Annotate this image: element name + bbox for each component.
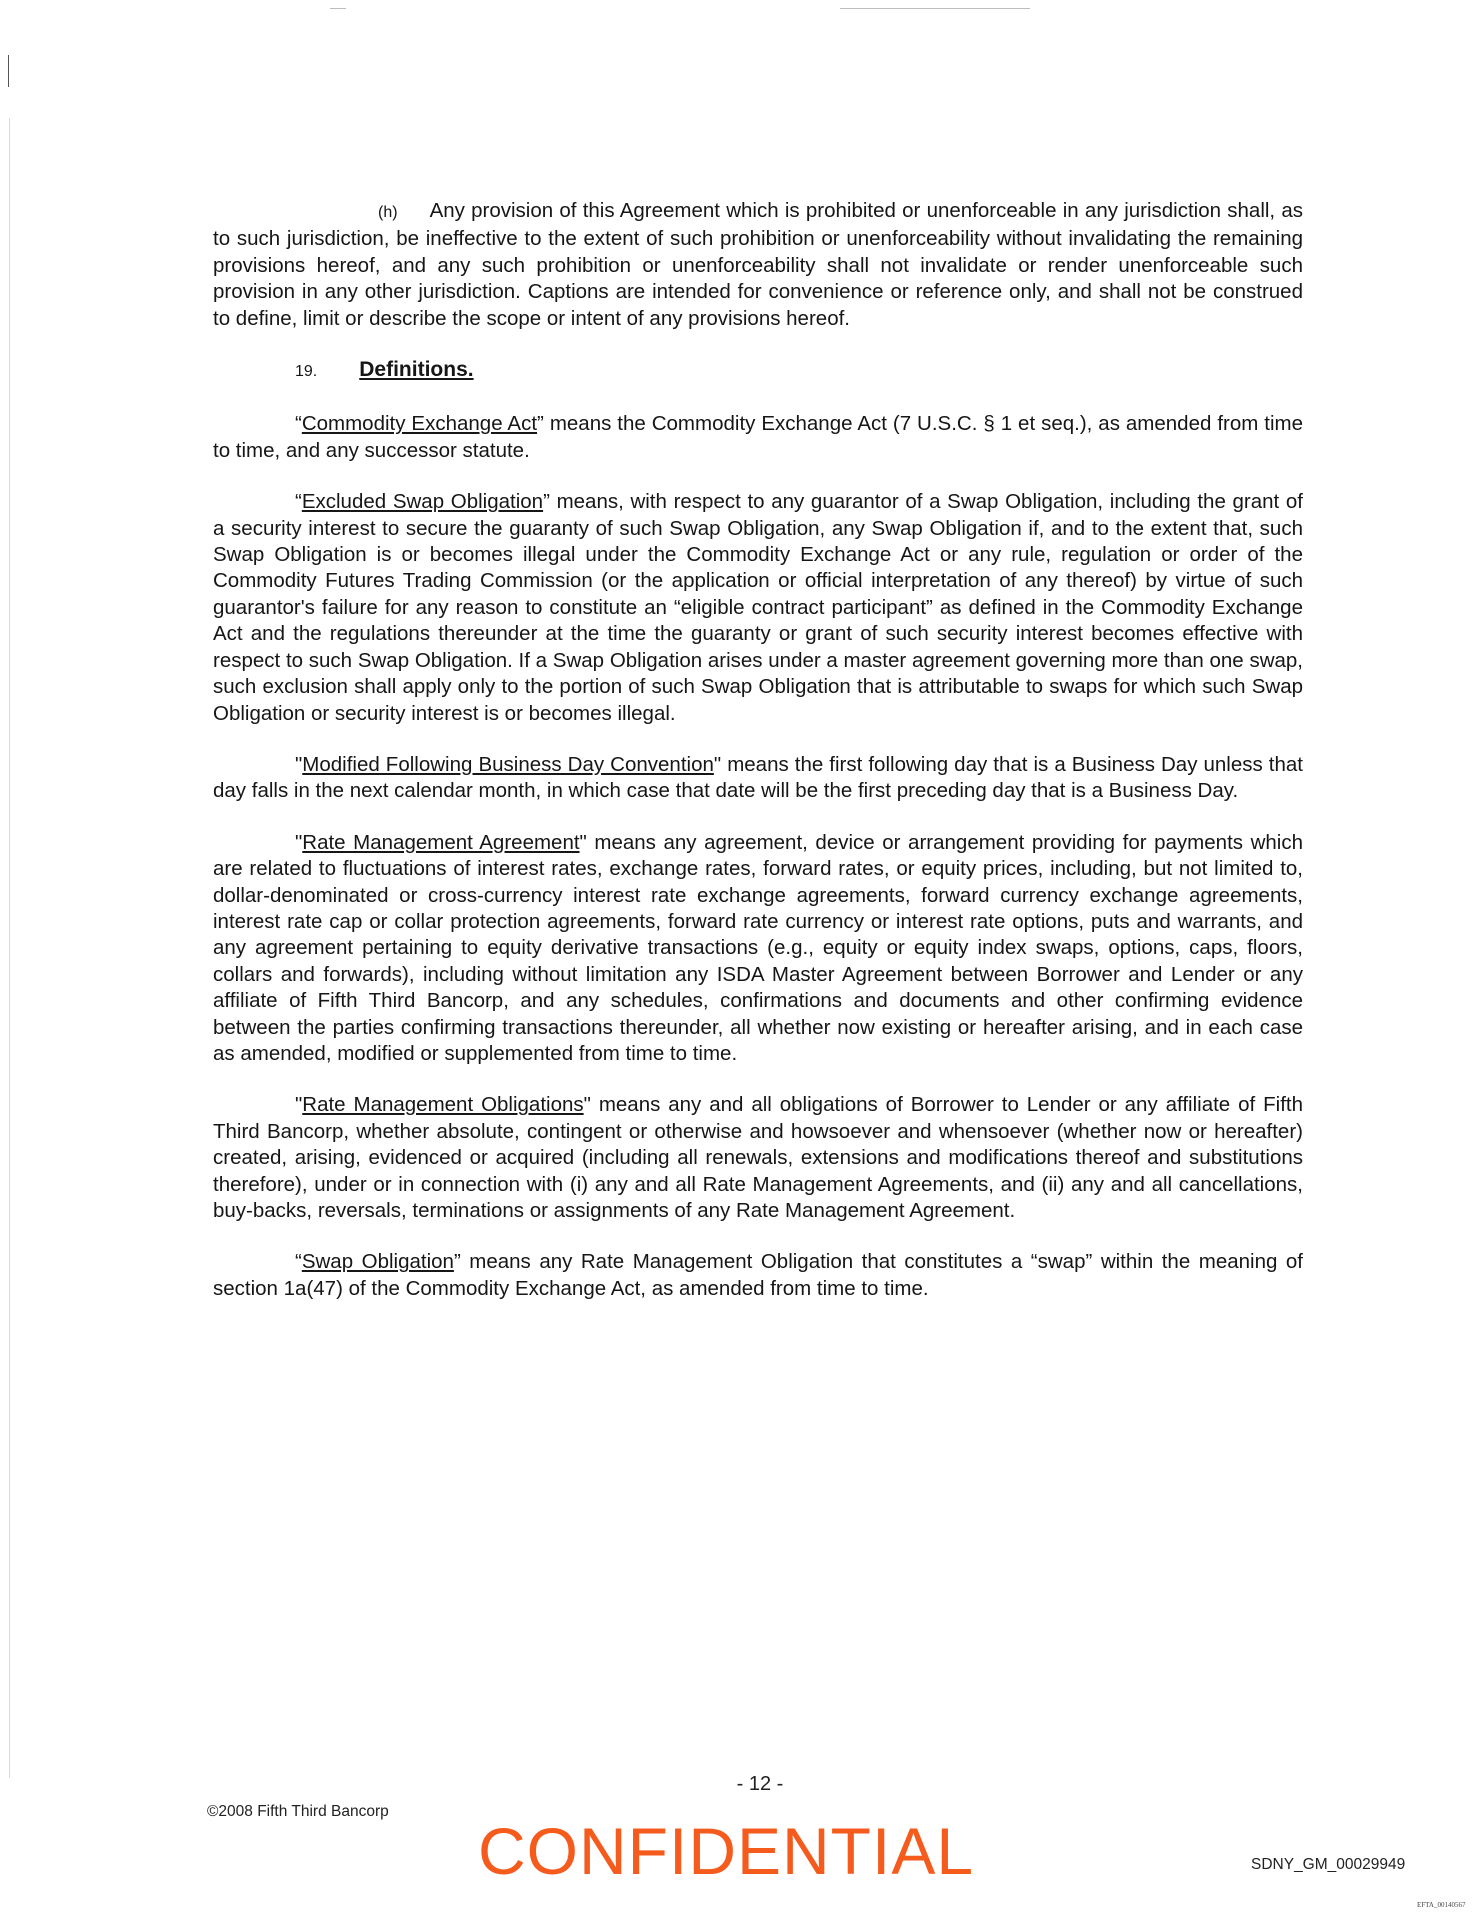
open-quote: “ <box>295 490 302 514</box>
definition-rate-management-agreement <box>213 830 1303 1068</box>
defined-term: Excluded Swap Obligation <box>301 490 544 514</box>
scan-top-mark <box>330 8 346 9</box>
scan-edge-mark <box>8 55 9 87</box>
efta-number: EFTA_00140567 <box>1417 1901 1466 1909</box>
definition-text: " means any and all obligations of Borrower to Lender or any affiliate of Fifth Third Bancorp, whether absolute, contingent or otherwise and howsoever and whensoever (whether now or hereafter) created, arising, evidenced or acquired (including all renewals, extensions and modifications thereof and substitutions therefore), under or in connection with (i) any and all Rate Management Agreements, and (ii) any and all cancellations, buy-backs, reversals, terminations or assignments of any Rate Management Agreement. <box>213 1093 1303 1222</box>
copyright-notice: ©2008 Fifth Third Bancorp <box>207 1803 389 1820</box>
definition-text: " means the first following day that is a Business Day unless that day falls in the next calendar month, in which case that date will be the first preceding day that is a Business Day. <box>213 752 1303 803</box>
defined-term: Rate Management Agreement <box>302 830 580 854</box>
definition-text: ” means, with respect to any guarantor of a Swap Obligation, including the grant of a security interest to secure the guaranty of such Swap Obligation, any Swap Obligation if, and to the extent that, such Swap Obligation is or becomes illegal under the Commodity Exchange Act or any rule, regulation or order of the Commodity Futures Trading Commission (or the application or official interpretation of any thereof) by virtue of such guarantor's failure for any reason to constitute an “eligible contract participant” as defined in the Commodity Exchange Act and the regulations thereunder at the time the guaranty or grant of such security interest becomes effective with respect to such Swap Obligation. If a Swap Obligation arises under a master agreement governing more than one swap, such exclusion shall apply only to the portion of such Swap Obligation that is attributable to swaps for which such Swap Obligation or security interest is or becomes illegal. <box>213 490 1303 725</box>
definition-excluded-swap-obligation <box>213 489 1303 727</box>
paragraph-text: Any provision of this Agreement which is prohibited or unenforceable in any jurisdiction shall, as to such jurisdiction, be ineffective to the extent of such prohibition or unenforceability without invalidating the remaining provisions hereof, and any such prohibition or unenforceability shall not invalidate or render unenforceable such provision in any other jurisdiction. Captions are intended for convenience or reference only, and shall not be construed to define, limit or describe the scope or intent of any provisions hereof. <box>213 199 1303 330</box>
confidential-stamp: CONFIDENTIAL <box>478 1814 975 1888</box>
definition-commodity-exchange-act <box>213 411 1303 464</box>
open-quote: " <box>295 1093 303 1117</box>
section-title: Definitions. <box>359 358 474 382</box>
open-quote: “ <box>295 1250 302 1274</box>
definition-swap-obligation <box>213 1249 1303 1302</box>
definition-text: ” means any Rate Management Obligation that constitutes a “swap” within the meaning of section 1a(47) of the Commodity Exchange Act, as amended from time to time. <box>213 1250 1303 1300</box>
defined-term: Rate Management Obligations <box>302 1093 584 1117</box>
open-quote: “ <box>295 412 302 436</box>
definition-text: ” means the Commodity Exchange Act (7 U.S.C. § 1 et seq.), as amended from time to time, and any successor statute. <box>213 412 1303 462</box>
defined-term: Swap Obligation <box>301 1250 454 1274</box>
definition-text: " means any agreement, device or arrangement providing for payments which are related to fluctuations of interest rates, exchange rates, forward rates, or equity prices, including, but not limited to, dollar-denominated or cross-currency interest rate exchange agreements, forward currency exchange agreements, interest rate cap or collar protection agreements, forward rate currency or interest rate options, puts and warrants, and any agreement pertaining to equity derivative transactions (e.g., equity or equity index swaps, options, caps, floors, collars and forwards), including without limitation any ISDA Master Agreement between Borrower and Lender or any affiliate of Fifth Third Bancorp, and any schedules, confirmations and documents and other confirming evidence between the parties confirming transactions thereunder, all whether now existing or hereafter arising, and in each case as amended, modified or supplemented from time to time. <box>213 830 1303 1065</box>
paragraph-h <box>213 198 1303 332</box>
bates-number: SDNY_GM_00029949 <box>1251 1856 1406 1873</box>
open-quote: " <box>295 752 303 776</box>
defined-term: Commodity Exchange Act <box>301 412 538 436</box>
definition-modified-following-business-day-convention <box>213 752 1303 805</box>
paragraph-label: (h) <box>378 204 398 221</box>
scan-top-mark <box>840 8 1030 9</box>
page-number: - 12 - <box>736 1773 784 1795</box>
scan-edge-line <box>9 118 10 1778</box>
section-heading <box>213 357 1303 385</box>
section-number: 19. <box>295 363 318 381</box>
open-quote: " <box>295 830 303 854</box>
defined-term: Modified Following Business Day Convention <box>302 752 714 776</box>
document-body <box>213 198 1303 1327</box>
definition-rate-management-obligations <box>213 1092 1303 1224</box>
